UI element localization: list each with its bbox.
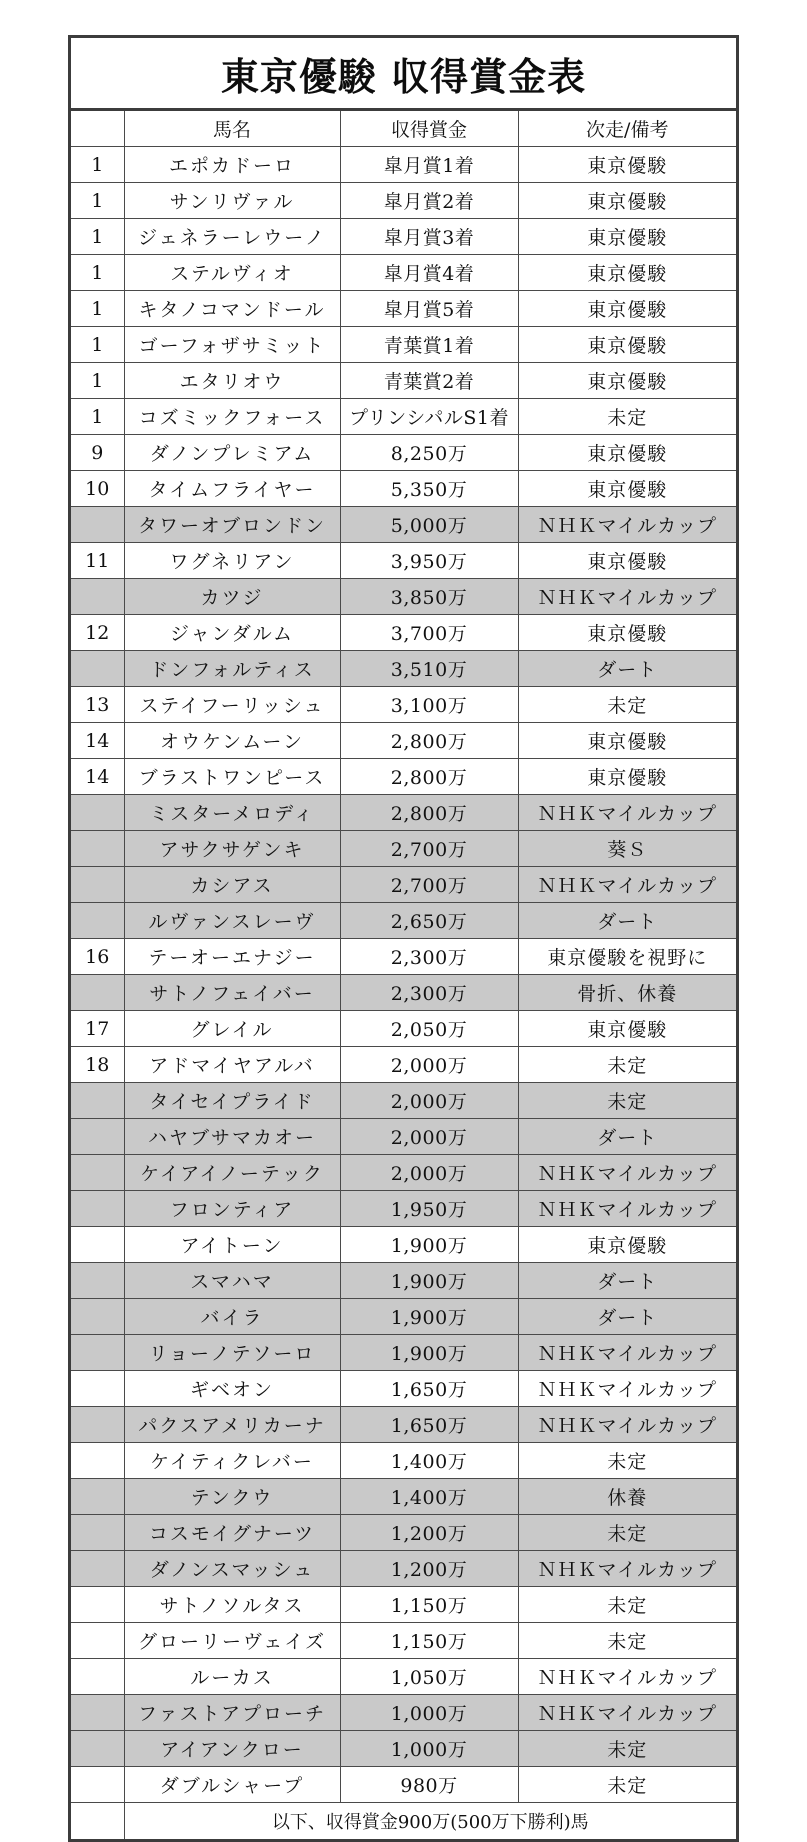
prize-money-cell: 3,100万 — [340, 687, 518, 723]
note-cell: 東京優駿 — [518, 471, 736, 507]
prize-money-cell: 1,900万 — [340, 1299, 518, 1335]
note-cell: ダート — [518, 1119, 736, 1155]
horse-name-cell: ルーカス — [124, 1659, 340, 1695]
note-cell: 東京優駿 — [518, 147, 736, 183]
note-cell: ダート — [518, 903, 736, 939]
horse-name-cell: アサクサゲンキ — [124, 831, 340, 867]
note-cell: ダート — [518, 651, 736, 687]
prize-money-cell: 1,000万 — [340, 1731, 518, 1767]
note-cell: ＮＨＫマイルカップ — [518, 507, 736, 543]
table-row — [71, 363, 736, 399]
note-cell: 未定 — [518, 1587, 736, 1623]
rank-cell — [71, 1299, 124, 1335]
rank-cell: 10 — [71, 471, 124, 507]
table-row — [71, 615, 736, 651]
rank-cell: 9 — [71, 435, 124, 471]
prize-money-cell: 皐月賞5着 — [340, 291, 518, 327]
horse-name-cell: ダノンプレミアム — [124, 435, 340, 471]
prize-money-cell: 5,000万 — [340, 507, 518, 543]
table-row — [71, 831, 736, 867]
table-row — [71, 1623, 736, 1659]
note-cell: 東京優駿 — [518, 255, 736, 291]
note-cell: ＮＨＫマイルカップ — [518, 1155, 736, 1191]
horse-name-cell: オウケンムーン — [124, 723, 340, 759]
table-row — [71, 867, 736, 903]
note-cell: ＮＨＫマイルカップ — [518, 1659, 736, 1695]
table-row — [71, 1443, 736, 1479]
horse-name-cell: ステイフーリッシュ — [124, 687, 340, 723]
prize-money-cell: 1,900万 — [340, 1263, 518, 1299]
rank-cell: 13 — [71, 687, 124, 723]
rank-cell — [71, 1587, 124, 1623]
horse-name-cell: グローリーヴェイズ — [124, 1623, 340, 1659]
horse-name-cell: アイアンクロー — [124, 1731, 340, 1767]
note-cell: 東京優駿 — [518, 723, 736, 759]
prize-money-cell: 2,000万 — [340, 1083, 518, 1119]
table-row — [71, 939, 736, 975]
horse-name-cell: コスモイグナーツ — [124, 1515, 340, 1551]
horse-name-cell: ファストアプローチ — [124, 1695, 340, 1731]
note-cell: 東京優駿 — [518, 327, 736, 363]
horse-name-cell: ジャンダルム — [124, 615, 340, 651]
rank-cell — [71, 1083, 124, 1119]
prize-money-cell: 2,300万 — [340, 939, 518, 975]
horse-name-cell: タワーオブロンドン — [124, 507, 340, 543]
prize-money-cell: 5,350万 — [340, 471, 518, 507]
rank-cell — [71, 831, 124, 867]
table-row — [71, 795, 736, 831]
rank-cell — [71, 579, 124, 615]
prize-money-cell: 2,700万 — [340, 867, 518, 903]
horse-name-cell: ケイティクレバー — [124, 1443, 340, 1479]
rank-cell: 12 — [71, 615, 124, 651]
horse-name-cell: パクスアメリカーナ — [124, 1407, 340, 1443]
rank-cell — [71, 1551, 124, 1587]
table-row — [71, 1587, 736, 1623]
note-cell: 未定 — [518, 687, 736, 723]
rank-cell: 17 — [71, 1011, 124, 1047]
rank-cell: 1 — [71, 183, 124, 219]
horse-name-cell: カシアス — [124, 867, 340, 903]
note-cell: ＮＨＫマイルカップ — [518, 1371, 736, 1407]
prize-money-cell: 青葉賞2着 — [340, 363, 518, 399]
prize-money-cell: 3,950万 — [340, 543, 518, 579]
prize-money-cell: 2,700万 — [340, 831, 518, 867]
table-row — [71, 723, 736, 759]
prize-money-cell: 皐月賞2着 — [340, 183, 518, 219]
footer-note: 以下、収得賞金900万(500万下勝利)馬 — [124, 1803, 736, 1840]
note-cell: ＮＨＫマイルカップ — [518, 579, 736, 615]
rank-cell — [71, 1191, 124, 1227]
horse-name-cell: アイトーン — [124, 1227, 340, 1263]
note-cell: 東京優駿 — [518, 183, 736, 219]
note-cell: ＮＨＫマイルカップ — [518, 1551, 736, 1587]
prize-money-cell: 2,050万 — [340, 1011, 518, 1047]
note-cell: ＮＨＫマイルカップ — [518, 1191, 736, 1227]
note-cell: 東京優駿 — [518, 615, 736, 651]
prize-money-cell: 2,800万 — [340, 723, 518, 759]
note-cell: 東京優駿 — [518, 363, 736, 399]
horse-name-cell: ブラストワンピース — [124, 759, 340, 795]
table-row — [71, 399, 736, 435]
horse-name-cell: ステルヴィオ — [124, 255, 340, 291]
header-next-race-note: 次走/備考 — [518, 111, 736, 147]
rank-cell — [71, 1479, 124, 1515]
prize-money-cell: 2,300万 — [340, 975, 518, 1011]
horse-name-cell: ダノンスマッシュ — [124, 1551, 340, 1587]
horse-name-cell: ジェネラーレウーノ — [124, 219, 340, 255]
rank-cell — [71, 903, 124, 939]
horse-name-cell: タイムフライヤー — [124, 471, 340, 507]
prize-money-table — [71, 111, 736, 1839]
table-row — [71, 579, 736, 615]
note-cell: ダート — [518, 1299, 736, 1335]
table-row — [71, 687, 736, 723]
rank-cell: 16 — [71, 939, 124, 975]
table-row — [71, 507, 736, 543]
rank-cell — [71, 1731, 124, 1767]
rank-cell: 1 — [71, 363, 124, 399]
note-cell: 休養 — [518, 1479, 736, 1515]
horse-name-cell: スマハマ — [124, 1263, 340, 1299]
note-cell: 東京優駿 — [518, 435, 736, 471]
table-row — [71, 1695, 736, 1731]
note-cell: 葵Ｓ — [518, 831, 736, 867]
rank-cell — [71, 1335, 124, 1371]
horse-name-cell: ミスターメロディ — [124, 795, 340, 831]
horse-name-cell: ドンフォルティス — [124, 651, 340, 687]
horse-name-cell: ダブルシャープ — [124, 1767, 340, 1803]
table-row — [71, 1515, 736, 1551]
rank-cell — [71, 1371, 124, 1407]
horse-name-cell: サトノフェイバー — [124, 975, 340, 1011]
prize-money-cell: 980万 — [340, 1767, 518, 1803]
rank-cell — [71, 1659, 124, 1695]
table-row — [71, 1551, 736, 1587]
rank-cell — [71, 1407, 124, 1443]
prize-money-cell: 皐月賞3着 — [340, 219, 518, 255]
rank-cell — [71, 1227, 124, 1263]
rank-cell — [71, 1263, 124, 1299]
prize-money-cell: 1,050万 — [340, 1659, 518, 1695]
horse-name-cell: テーオーエナジー — [124, 939, 340, 975]
prize-money-cell: 2,650万 — [340, 903, 518, 939]
table-row — [71, 255, 736, 291]
note-cell: 未定 — [518, 1515, 736, 1551]
table-row — [71, 183, 736, 219]
horse-name-cell: バイラ — [124, 1299, 340, 1335]
note-cell: 未定 — [518, 1083, 736, 1119]
prize-money-cell: 1,650万 — [340, 1407, 518, 1443]
note-cell: 未定 — [518, 1623, 736, 1659]
horse-name-cell: エポカドーロ — [124, 147, 340, 183]
prize-money-cell: 3,700万 — [340, 615, 518, 651]
table-row — [71, 543, 736, 579]
prize-money-sheet — [68, 35, 739, 1842]
rank-cell: 14 — [71, 759, 124, 795]
prize-money-cell: 2,000万 — [340, 1155, 518, 1191]
table-row — [71, 291, 736, 327]
table-row — [71, 147, 736, 183]
prize-money-cell: 2,000万 — [340, 1119, 518, 1155]
horse-name-cell: アドマイヤアルバ — [124, 1047, 340, 1083]
prize-money-cell: 青葉賞1着 — [340, 327, 518, 363]
table-body — [71, 147, 736, 1803]
rank-cell: 11 — [71, 543, 124, 579]
footer-row — [71, 1803, 736, 1840]
rank-cell: 1 — [71, 399, 124, 435]
prize-money-cell: 皐月賞4着 — [340, 255, 518, 291]
table-row — [71, 219, 736, 255]
horse-name-cell: ギベオン — [124, 1371, 340, 1407]
note-cell: 未定 — [518, 1767, 736, 1803]
table-row — [71, 651, 736, 687]
note-cell: ダート — [518, 1263, 736, 1299]
table-row — [71, 1083, 736, 1119]
note-cell: ＮＨＫマイルカップ — [518, 1407, 736, 1443]
note-cell: 東京優駿 — [518, 1227, 736, 1263]
horse-name-cell: ワグネリアン — [124, 543, 340, 579]
rank-cell — [71, 1767, 124, 1803]
horse-name-cell: タイセイプライド — [124, 1083, 340, 1119]
table-row — [71, 1335, 736, 1371]
table-row — [71, 759, 736, 795]
note-cell: 東京優駿 — [518, 219, 736, 255]
rank-cell: 1 — [71, 219, 124, 255]
table-row — [71, 1407, 736, 1443]
horse-name-cell: フロンティア — [124, 1191, 340, 1227]
table-row — [71, 1227, 736, 1263]
table-row — [71, 1299, 736, 1335]
header-horse-name: 馬名 — [124, 111, 340, 147]
table-row — [71, 1479, 736, 1515]
horse-name-cell: ゴーフォザサミット — [124, 327, 340, 363]
table-row — [71, 975, 736, 1011]
rank-cell — [71, 507, 124, 543]
table-row — [71, 1155, 736, 1191]
prize-money-cell: 1,150万 — [340, 1587, 518, 1623]
header-row — [71, 111, 736, 147]
rank-cell — [71, 651, 124, 687]
horse-name-cell: エタリオウ — [124, 363, 340, 399]
note-cell: 東京優駿を視野に — [518, 939, 736, 975]
table-row — [71, 1011, 736, 1047]
prize-money-cell: 1,900万 — [340, 1335, 518, 1371]
horse-name-cell: ハヤブサマカオー — [124, 1119, 340, 1155]
horse-name-cell: コズミックフォース — [124, 399, 340, 435]
prize-money-cell: 1,650万 — [340, 1371, 518, 1407]
rank-cell — [71, 1443, 124, 1479]
note-cell: ＮＨＫマイルカップ — [518, 1695, 736, 1731]
prize-money-cell: 1,200万 — [340, 1515, 518, 1551]
rank-cell — [71, 975, 124, 1011]
rank-cell — [71, 1515, 124, 1551]
note-cell: 未定 — [518, 1047, 736, 1083]
table-row — [71, 1263, 736, 1299]
page-title: 東京優駿 収得賞金表 — [220, 53, 587, 99]
horse-name-cell: ケイアイノーテック — [124, 1155, 340, 1191]
rank-cell — [71, 1155, 124, 1191]
table-row — [71, 1119, 736, 1155]
horse-name-cell: カツジ — [124, 579, 340, 615]
note-cell: 未定 — [518, 399, 736, 435]
rank-cell — [71, 1119, 124, 1155]
prize-money-cell: 2,800万 — [340, 759, 518, 795]
note-cell: ＮＨＫマイルカップ — [518, 1335, 736, 1371]
prize-money-cell: 3,850万 — [340, 579, 518, 615]
prize-money-cell: プリンシパルS1着 — [340, 399, 518, 435]
note-cell: 未定 — [518, 1731, 736, 1767]
prize-money-cell: 1,400万 — [340, 1479, 518, 1515]
prize-money-cell: 1,400万 — [340, 1443, 518, 1479]
horse-name-cell: キタノコマンドール — [124, 291, 340, 327]
prize-money-cell: 8,250万 — [340, 435, 518, 471]
table-row — [71, 1767, 736, 1803]
horse-name-cell: テンクウ — [124, 1479, 340, 1515]
note-cell: 骨折、休養 — [518, 975, 736, 1011]
table-row — [71, 471, 736, 507]
prize-money-cell: 皐月賞1着 — [340, 147, 518, 183]
table-row — [71, 1659, 736, 1695]
horse-name-cell: グレイル — [124, 1011, 340, 1047]
rank-cell — [71, 795, 124, 831]
rank-cell: 1 — [71, 255, 124, 291]
prize-money-cell: 1,150万 — [340, 1623, 518, 1659]
note-cell: 東京優駿 — [518, 1011, 736, 1047]
note-cell: 東京優駿 — [518, 291, 736, 327]
rank-cell: 14 — [71, 723, 124, 759]
rank-cell — [71, 1695, 124, 1731]
header-rank — [71, 111, 124, 147]
note-cell: 未定 — [518, 1443, 736, 1479]
footer-empty-cell — [71, 1803, 124, 1840]
prize-money-cell: 3,510万 — [340, 651, 518, 687]
table-row — [71, 435, 736, 471]
prize-money-cell: 1,200万 — [340, 1551, 518, 1587]
prize-money-cell: 1,900万 — [340, 1227, 518, 1263]
table-row — [71, 1047, 736, 1083]
rank-cell — [71, 867, 124, 903]
table-row — [71, 1731, 736, 1767]
title-block — [71, 38, 736, 111]
note-cell: 東京優駿 — [518, 543, 736, 579]
rank-cell: 1 — [71, 327, 124, 363]
rank-cell — [71, 1623, 124, 1659]
rank-cell: 1 — [71, 147, 124, 183]
horse-name-cell: サンリヴァル — [124, 183, 340, 219]
horse-name-cell: リョーノテソーロ — [124, 1335, 340, 1371]
note-cell: ＮＨＫマイルカップ — [518, 795, 736, 831]
horse-name-cell: ルヴァンスレーヴ — [124, 903, 340, 939]
prize-money-cell: 1,000万 — [340, 1695, 518, 1731]
rank-cell: 18 — [71, 1047, 124, 1083]
prize-money-cell: 2,800万 — [340, 795, 518, 831]
header-prize-money: 収得賞金 — [340, 111, 518, 147]
prize-money-cell: 2,000万 — [340, 1047, 518, 1083]
table-row — [71, 903, 736, 939]
table-row — [71, 1191, 736, 1227]
horse-name-cell: サトノソルタス — [124, 1587, 340, 1623]
note-cell: ＮＨＫマイルカップ — [518, 867, 736, 903]
table-row — [71, 327, 736, 363]
prize-money-cell: 1,950万 — [340, 1191, 518, 1227]
rank-cell: 1 — [71, 291, 124, 327]
table-row — [71, 1371, 736, 1407]
note-cell: 東京優駿 — [518, 759, 736, 795]
